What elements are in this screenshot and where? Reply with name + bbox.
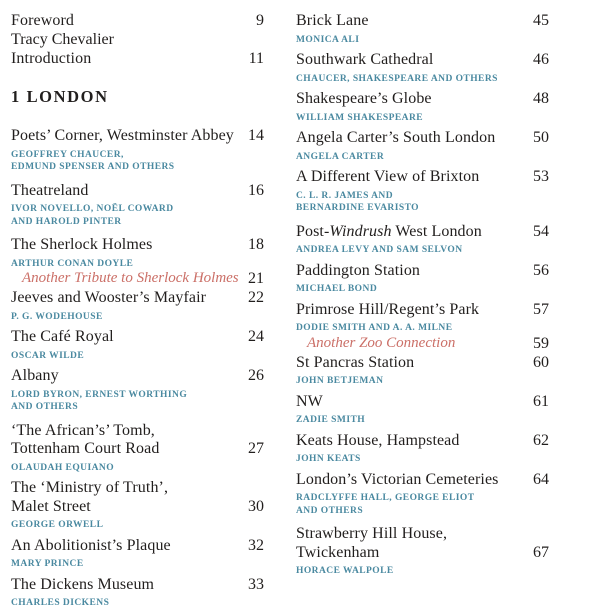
entry-title [296, 12, 369, 31]
title-text-run: Jeeves and Wooster’s Mayfair [11, 289, 207, 306]
entry-page-number: 57 [533, 300, 549, 318]
entry-authors [296, 34, 549, 47]
toc-entry [296, 262, 549, 296]
entry-title [296, 432, 460, 451]
entry-author: HORACE WALPOLE [296, 566, 394, 576]
entry-title [296, 223, 482, 242]
title-text-run: NW [296, 392, 323, 410]
entry-page-number: 33 [248, 575, 264, 593]
entry-page-number: 9 [256, 12, 264, 29]
entry-authors [11, 258, 264, 271]
toc-entry [296, 354, 549, 388]
entry-authors [296, 565, 549, 578]
title-text-run: Brick Lane [296, 12, 369, 29]
toc-entry [296, 168, 549, 215]
entry-author: GEOFFREY CHAUCER, [11, 149, 124, 160]
entry-title-row [296, 168, 549, 187]
entry-title [11, 479, 168, 516]
entry-author: JOHN KEATS [296, 454, 361, 464]
toc-entry [11, 576, 264, 610]
entry-author: ANDREA LEVY AND SAM SELVON [296, 245, 463, 255]
title-text-run: Primrose Hill/Regent’s Park [296, 300, 480, 318]
entry-page-number: 18 [248, 236, 264, 253]
entry-title-row [296, 223, 549, 242]
entry-title-row [11, 328, 264, 347]
toc-entry [296, 90, 549, 124]
entry-title-row [296, 51, 549, 70]
entry-page-number: 46 [533, 51, 549, 68]
entry-page-number: 60 [533, 353, 549, 371]
entry-authors [11, 597, 264, 610]
entry-authors [11, 149, 264, 174]
entry-authors [296, 244, 549, 257]
entry-author: DODIE SMITH AND A. A. MILNE [296, 323, 453, 333]
title-text-run: Keats House, Hampstead [296, 431, 460, 449]
toc-entry [296, 525, 549, 578]
entry-page-number: 67 [533, 543, 549, 561]
entry-title-row [11, 537, 264, 556]
entry-authors [296, 112, 549, 125]
entry-author: AND OTHERS [296, 505, 364, 516]
entry-author: IVOR NOVELLO, NOËL COWARD [11, 204, 174, 214]
entry-title-row [296, 90, 549, 109]
entry-title-row [11, 479, 264, 516]
entry-author: ARTHUR CONAN DOYLE [11, 258, 134, 269]
entry-author: CHARLES DICKENS [11, 598, 110, 608]
toc-special-entry [296, 335, 549, 352]
entry-author: OSCAR WILDE [11, 350, 85, 361]
entry-author: BERNARDINE EVARISTO [296, 203, 420, 213]
entry-page-number: 11 [248, 50, 264, 67]
entry-title [11, 367, 59, 386]
entry-title-row [296, 129, 549, 148]
toc-entry [11, 422, 264, 475]
entry-authors [296, 190, 549, 215]
entry-authors [296, 322, 549, 335]
entry-title [11, 236, 152, 255]
entry-authors [11, 389, 264, 414]
entry-title-row [296, 525, 549, 562]
entry-page-number: 21 [248, 270, 264, 287]
entry-title [11, 12, 74, 31]
toc-entry [296, 51, 549, 85]
special-entry-title: Another Tribute to Sherlock Holmes [22, 270, 239, 286]
entry-title [11, 289, 206, 308]
title-text-run: St Pancras Station [296, 353, 415, 371]
entry-page-number: 62 [533, 431, 549, 449]
entry-title [296, 354, 414, 373]
entry-title [11, 328, 114, 347]
entry-title-row [11, 127, 264, 146]
toc-entry [11, 328, 264, 362]
entry-title-row [296, 262, 549, 281]
entry-title [11, 537, 171, 556]
special-entry-title: Another Zoo Connection [307, 334, 456, 351]
entry-authors [296, 492, 549, 517]
toc-entry [296, 393, 549, 427]
toc-entry [11, 537, 264, 571]
section-heading: 1 LONDON [11, 86, 109, 106]
entry-authors [11, 311, 264, 324]
entry-author: ANGELA CARTER [296, 151, 385, 162]
entry-title-row [296, 301, 549, 320]
toc-entry [296, 432, 549, 466]
toc-entry [11, 236, 264, 270]
entry-page-number: 48 [533, 90, 549, 107]
entry-title [296, 471, 499, 490]
entry-author: OLAUDAH EQUIANO [11, 462, 115, 473]
title-text-run: Theatreland [11, 181, 89, 199]
entry-authors [11, 558, 264, 571]
toc-entry [11, 50, 264, 69]
entry-title-row [11, 576, 264, 595]
entry-title-row [296, 354, 549, 373]
entry-page-number: 59 [533, 334, 549, 352]
title-text-run: A Different View of Brixton [296, 168, 480, 185]
entry-authors [296, 73, 549, 86]
entry-title-row [11, 182, 264, 201]
entry-page-number: 14 [248, 127, 264, 144]
entry-title [296, 393, 323, 412]
title-text-run: Windrush [329, 222, 392, 240]
entry-page-number: 24 [248, 328, 264, 345]
title-text-run: West London [391, 222, 482, 240]
entry-title [11, 127, 234, 146]
toc-entry [296, 223, 549, 257]
entry-author: GEORGE ORWELL [11, 520, 104, 530]
title-text-run: Shakespeare’s Globe [296, 90, 432, 107]
entry-author: AND OTHERS [11, 402, 79, 412]
entry-title-row [296, 393, 549, 412]
entry-title [11, 182, 89, 201]
entry-page-number: 64 [533, 470, 549, 488]
entry-title [11, 50, 91, 69]
toc-entry [296, 12, 549, 46]
entry-title-row [11, 12, 264, 31]
toc-entry [296, 301, 549, 335]
entry-page-number: 53 [533, 168, 549, 185]
entry-title-row [296, 471, 549, 490]
entry-authors [11, 350, 264, 363]
title-text-run: ‘The African’s’ Tomb, [11, 421, 155, 439]
entry-byline: Tracy Chevalier [11, 30, 114, 48]
entry-page-number: 61 [533, 392, 549, 410]
entry-author: MARY PRINCE [11, 559, 84, 569]
title-text-run: The ‘Ministry of Truth’, [11, 479, 169, 496]
title-text-run: Malet Street [11, 497, 91, 515]
toc-entry [296, 129, 549, 163]
title-text-run: Angela Carter’s South London [296, 129, 496, 146]
title-text-run: Poets’ Corner, Westminster Abbey [11, 127, 234, 144]
entry-page-number: 16 [248, 181, 264, 199]
title-text-run: Tottenham Court Road [11, 440, 160, 457]
entry-page-number: 45 [533, 12, 549, 29]
toc-column-right [296, 12, 549, 600]
title-text-run: Introduction [11, 50, 92, 67]
title-text-run: Southwark Cathedral [296, 51, 434, 68]
entry-page-number: 22 [248, 289, 264, 306]
entry-author: RADCLYFFE HALL, GEORGE ELIOT [296, 493, 475, 503]
entry-page-number: 30 [248, 497, 264, 515]
entry-title-row [11, 367, 264, 386]
entry-authors [296, 453, 549, 466]
entry-authors [11, 203, 264, 228]
entry-authors [296, 375, 549, 388]
title-text-run: Foreword [11, 12, 75, 29]
entry-page-number: 56 [533, 261, 549, 279]
entry-page-number: 26 [248, 367, 264, 384]
entry-title [296, 262, 420, 281]
entry-authors [296, 151, 549, 164]
entry-author: ZADIE SMITH [296, 415, 366, 425]
entry-author: WILLIAM SHAKESPEARE [296, 112, 424, 123]
title-text-run: Paddington Station [296, 261, 421, 279]
entry-authors [11, 519, 264, 532]
entry-title-row [11, 422, 264, 459]
toc-special-entry [11, 270, 264, 287]
entry-title-row [11, 289, 264, 308]
entry-title [11, 576, 154, 595]
entry-title-row [296, 12, 549, 31]
entry-title [296, 525, 447, 562]
toc-entry [11, 12, 264, 49]
entry-title [296, 301, 479, 320]
entry-page-number: 27 [248, 440, 264, 457]
toc-entry [11, 367, 264, 414]
toc-entry [296, 471, 549, 518]
entry-author: MONICA ALI [296, 34, 360, 45]
entry-authors [296, 283, 549, 296]
entry-author: MICHAEL BOND [296, 284, 378, 294]
toc-column-left [11, 12, 264, 608]
title-text-run: Albany [11, 367, 59, 384]
entry-author: C. L. R. JAMES AND [296, 190, 394, 201]
title-text-run: Strawberry Hill House, [296, 525, 448, 542]
entry-author: CHAUCER, SHAKESPEARE AND OTHERS [296, 73, 498, 84]
toc-entry [11, 127, 264, 174]
entry-title [296, 168, 479, 187]
entry-page-number: 50 [533, 129, 549, 146]
title-text-run: Post- [296, 222, 330, 240]
entry-title [296, 129, 495, 148]
title-text-run: An Abolitionist’s Plaque [11, 536, 171, 554]
entry-author: P. G. WODEHOUSE [11, 311, 103, 322]
entry-author: EDMUND SPENSER AND OTHERS [11, 162, 175, 172]
toc-entry [11, 479, 264, 532]
title-text-run: The Café Royal [11, 328, 114, 345]
entry-title [296, 51, 433, 70]
title-text-run: Twickenham [296, 543, 380, 561]
entry-author: AND HAROLD PINTER [11, 216, 122, 227]
entry-author: LORD BYRON, ERNEST WORTHING [11, 389, 188, 400]
title-text-run: The Dickens Museum [11, 575, 155, 593]
entry-page-number: 54 [533, 222, 549, 240]
title-text-run: London’s Victorian Cemeteries [296, 470, 499, 488]
toc-entry [11, 289, 264, 323]
entry-title [11, 422, 159, 459]
entry-title-row [11, 236, 264, 255]
title-text-run: The Sherlock Holmes [11, 236, 153, 253]
entry-page-number: 32 [248, 536, 264, 554]
entry-authors [296, 414, 549, 427]
entry-authors [11, 462, 264, 475]
entry-title-row [11, 50, 264, 69]
entry-title [296, 90, 432, 109]
toc-entry [11, 182, 264, 229]
entry-author: JOHN BETJEMAN [296, 376, 384, 386]
entry-title-row [296, 432, 549, 451]
